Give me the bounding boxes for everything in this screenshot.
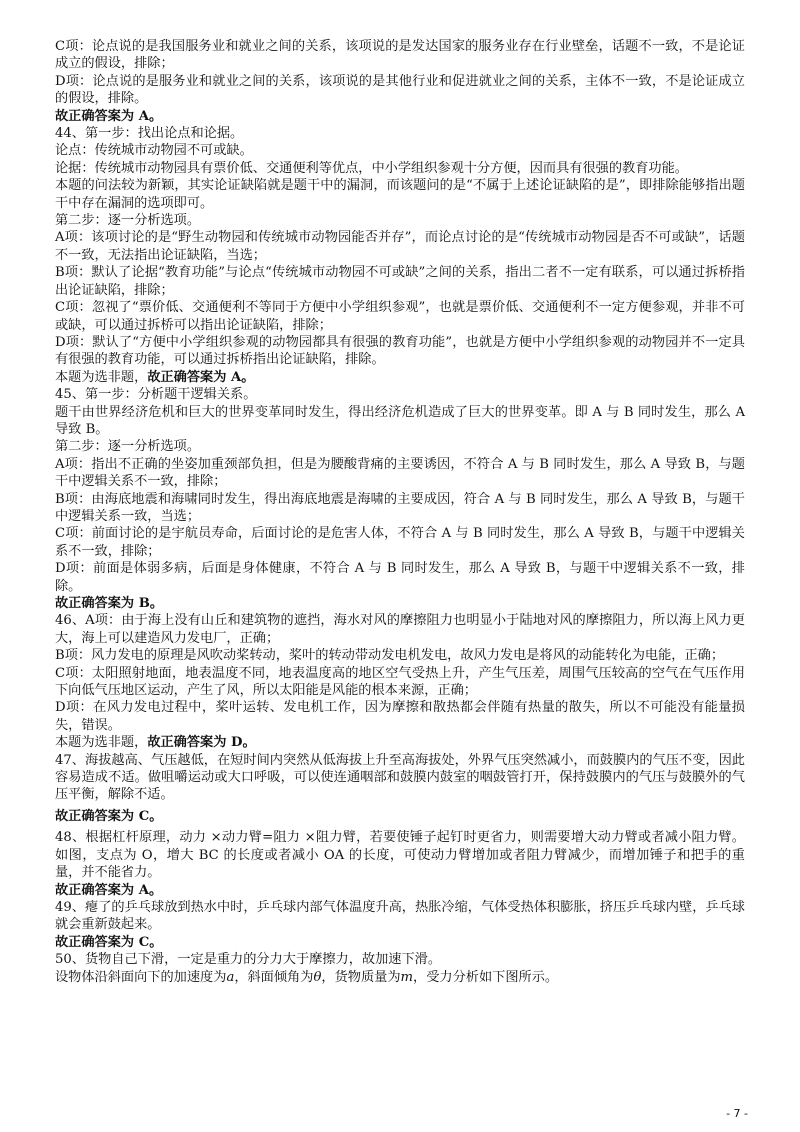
q50-line2-prefix: 设物体沿斜面向下的加速度为 [55, 969, 227, 985]
q44-step1: 44、第一步：找出论点和论据。 [55, 126, 244, 142]
q43-option-c: C项：论点说的是我国服务业和就业之间的关系，该项说的是发达国家的服务业存在行业壁垒，话题不一致，不是论证成立的假设，排除； [55, 39, 745, 72]
q44-step2: 第二步：逐一分析选项。 [55, 213, 201, 229]
q44-thesis: 论点：传统城市动物园不可或缺。 [55, 143, 253, 159]
q44-answer-prefix: 本题为选非题， [55, 369, 148, 385]
q50-line2-mid2: ，货物质量为 [321, 969, 401, 985]
q43-answer: 故正确答案为 A。 [55, 108, 163, 124]
var-a: a [226, 969, 235, 985]
q46-answer-prefix: 本题为选非题， [55, 735, 148, 751]
q46-option-a: 46、A项：由于海上没有山丘和建筑物的遮挡，海水对风的摩擦阻力也明显小于陆地对风的摩擦阻力，所以海上风力更大，海上可以建造风力发电厂，正确； [55, 613, 745, 646]
q45-stem: 题干由世界经济危机和巨大的世界变革同时发生，得出经济危机造成了巨大的世界变革。即 A 与 B 同时发生，那么 A 导致 B。 [55, 404, 745, 437]
q46-option-b: B项：风力发电的原理是风吹动桨转动，桨叶的转动带动发电机发电，故风力发电是将风的动能转化为电能，正确； [55, 648, 725, 664]
q49-answer: 故正确答案为 C。 [55, 934, 163, 950]
q43-option-d: D项：论点说的是服务业和就业之间的关系，该项说的是其他行业和促进就业之间的关系，主体不一致，不是论证成立的假设，排除。 [55, 73, 745, 107]
q44-answer-line [55, 369, 745, 386]
q45-option-b: B项：由海底地震和海啸同时发生，得出海底地震是海啸的主要成因，符合 A 与 B 同时发生，那么 A 导致 B，与题干中逻辑关系一致，当选； [55, 491, 745, 524]
q47-text: 47、海拔越高、气压越低，在短时间内突然从低海拔上升至高海拔处，外界气压突然减小，而鼓膜内的气压不变，因此容易造成不适。做咀嚼运动或大口呼吸，可以使连通咽部和鼓膜内鼓室的咽鼓管打开，保持鼓膜内的气压与鼓膜外的气压平衡，解除不适。 [55, 752, 745, 803]
q45-option-a: A项：指出不正确的坐姿加重颈部负担，但是为腰酸背痛的主要诱因，不符合 A 与 B 同时发生，那么 A 导致 B，与题干中逻辑关系不一致，排除； [55, 456, 745, 490]
q48-answer: 故正确答案为 A。 [55, 882, 163, 898]
q44-option-c: C项：忽视了“票价低、交通便利不等同于方便中小学组织参观”，也就是票价低、交通便利不一定方便参观，并非不可或缺，可以通过拆桥可以指出论证缺陷，排除； [55, 300, 745, 333]
q45-answer: 故正确答案为 B。 [55, 596, 164, 611]
q46-option-c: C项：太阳照射地面，地表温度不同，地表温度高的地区空气受热上升，产生气压差，周围气压较高的空气在气压作用下向低气压地区运动，产生了风，所以太阳能是风能的根本来源，正确； [55, 665, 745, 699]
q44-option-b: B项：默认了论据“教育功能”与论点“传统城市动物园不可或缺”之间的关系，指出二者不一定有联系，可以通过拆桥指出论证缺陷，排除； [55, 265, 745, 298]
q46-option-d: D项：在风力发电过程中，桨叶运转、发电机工作，因为摩擦和散热都会伴随有热量的散失，所以不可能没有能量损失，错误。 [55, 700, 745, 733]
q50-text: 50、货物自己下滑，一定是重力的分力大于摩擦力，故加速下滑。 [55, 952, 442, 968]
q48-text: 48、根据杠杆原理，动力 ×动力臂=阻力 ×阻力臂，若要使锤子起钉时更省力，则需要增大动力臂或者减小阻力臂。如图，支点为 O，增大 BC 的长度或者减小 OA 的长度，可使动力臂增加或者阻力臂减少，而增加锤子和把手的重量，并不能省力。 [55, 830, 745, 881]
q46-answer-line [55, 734, 745, 751]
var-m: m [400, 969, 414, 985]
q46-answer: 故正确答案为 D。 [147, 735, 256, 751]
q44-answer: 故正确答案为 A。 [147, 369, 255, 385]
q44-option-d: D项：默认了“方便中小学组织参观的动物园都具有很强的教育功能”，也就是方便中小学组织参观的动物园并不一定具有很强的教育功能，可以通过拆桥指出论证缺陷，排除。 [55, 334, 745, 368]
q44-note: 本题的问法较为新颖，其实论证缺陷就是题干中的漏洞，而该题问的是“不属于上述论证缺陷的是”，即排除能够指出题干中存在漏洞的选项即可。 [55, 178, 745, 211]
q45-option-d: D项：前面是体弱多病，后面是身体健康，不符合 A 与 B 同时发生，那么 A 导致 B，与题干中逻辑关系不一致，排除。 [55, 561, 745, 594]
q45-step1: 45、第一步：分析题干逻辑关系。 [55, 387, 257, 403]
document-body [55, 38, 745, 986]
page-number: - 7 - [726, 1107, 748, 1120]
q50-line2-suffix: ，受力分析如下图所示。 [413, 969, 559, 985]
q50-line2 [55, 969, 745, 986]
q44-evidence: 论据：传统城市动物园具有票价低、交通便利等优点，中小学组织参观十分方便，因而具有很强的教育功能。 [55, 160, 688, 176]
q44-option-a: A项：该项讨论的是“野生动物园和传统城市动物园能否并存”，而论点讨论的是“传统城市动物园是否不可或缺”，话题不一致，无法指出论证缺陷，当选； [55, 230, 745, 263]
q45-step2: 第二步：逐一分析选项。 [55, 439, 201, 455]
q45-option-c: C项：前面讨论的是宇航员寿命，后面讨论的是危害人体，不符合 A 与 B 同时发生，那么 A 导致 B，与题干中逻辑关系不一致，排除； [55, 526, 745, 559]
q49-text: 49、瘪了的乒乓球放到热水中时，乒乓球内部气体温度升高，热胀冷缩，气体受热体积膨胀，挤压乒乓球内壁，乒乓球就会重新鼓起来。 [55, 899, 745, 933]
q50-line2-mid1: ，斜面倾角为 [234, 969, 314, 985]
q47-answer: 故正确答案为 C。 [55, 808, 163, 824]
var-theta: θ [313, 969, 322, 985]
